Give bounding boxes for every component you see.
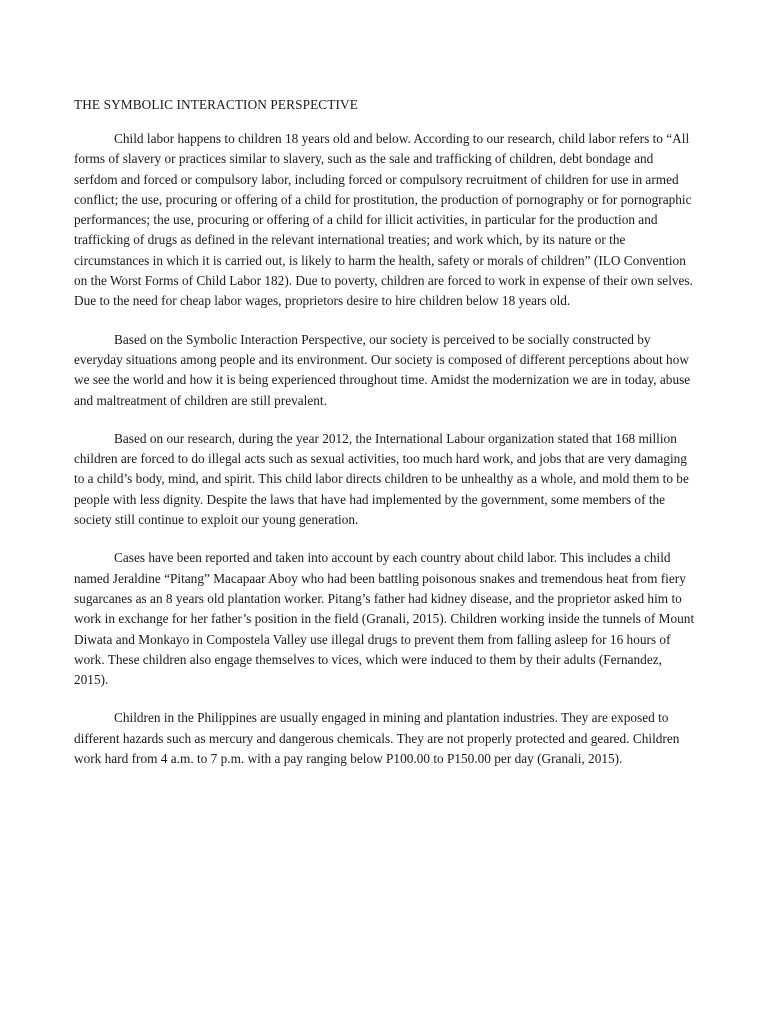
document-body bbox=[74, 95, 698, 787]
paragraph-perspective: Based on the Symbolic Interaction Perspective, our society is perceived to be socially constructed by everyday situations among people and its environment. Our society is composed of different perceptions about how we see the world and how it is being experienced throughout time. Amidst the modernization we are in today, abuse and maltreatment of children are still prevalent. bbox=[74, 331, 691, 408]
paragraph-definition: Child labor happens to children 18 years old and below. According to our research, child labor refers to “All forms of slavery or practices similar to slavery, such as the sale and trafficking of children, debt bondage and serfdom and forced or compulsory labor, including forced or compulsory recruitment of children for use in armed conflict; the use, procuring or offering of a child for prostitution, the production of pornography or for pornographic performances; the use, procuring or offering of a child for illicit activities, in particular for the production and trafficking of drugs as defined in the relevant international treaties; and work which, by its nature or the circumstances in which it is carried out, is likely to harm the health, safety or morals of children” (ILO Convention on the Worst Forms of Child Labor 182). Due to poverty, children are forced to work in expense of their own selves. Due to the need for cheap labor wages, proprietors desire to hire children below 18 years old. bbox=[74, 131, 693, 309]
paragraph-cases: Cases have been reported and taken into account by each country about child labor. This includes a child named Jeraldine “Pitang” Macapaar Aboy who had been battling poisonous snakes and tremendous heat from fiery sugarcanes as an 8 years old plantation worker. Pitang’s father had kidney disease, and the proprietor asked him to work in exchange for her father’s position in the field (Granali, 2015). Children working inside the tunnels of Mount Diwata and Monkayo in Compostela Valley use illegal drugs to prevent them from falling asleep for 16 hours of work. These children also engage themselves to vices, which were induced to them by their adults (Fernandez, 2015). bbox=[74, 550, 695, 688]
paragraph-ilo-statistics: Based on our research, during the year 2012, the International Labour organization stated that 168 million children are forced to do illegal acts such as sexual activities, too much hard work, and jobs that are very damaging to a child’s body, mind, and spirit. This child labor directs children to be unhealthy as a whole, and mold them to be people with less dignity. Despite the laws that have had implemented by the government, some members of the society still continue to exploit our young generation. bbox=[74, 430, 689, 528]
document-title: THE SYMBOLIC INTERACTION PERSPECTIVE bbox=[74, 97, 358, 112]
paragraph-philippines: Children in the Philippines are usually engaged in mining and plantation industries. They are exposed to different hazards such as mercury and dangerous chemicals. They are not properly protected and geared. Children work hard from 4 a.m. to 7 p.m. with a pay ranging below P100.00 to P150.00 per day (Granali, 2015). bbox=[74, 710, 680, 767]
